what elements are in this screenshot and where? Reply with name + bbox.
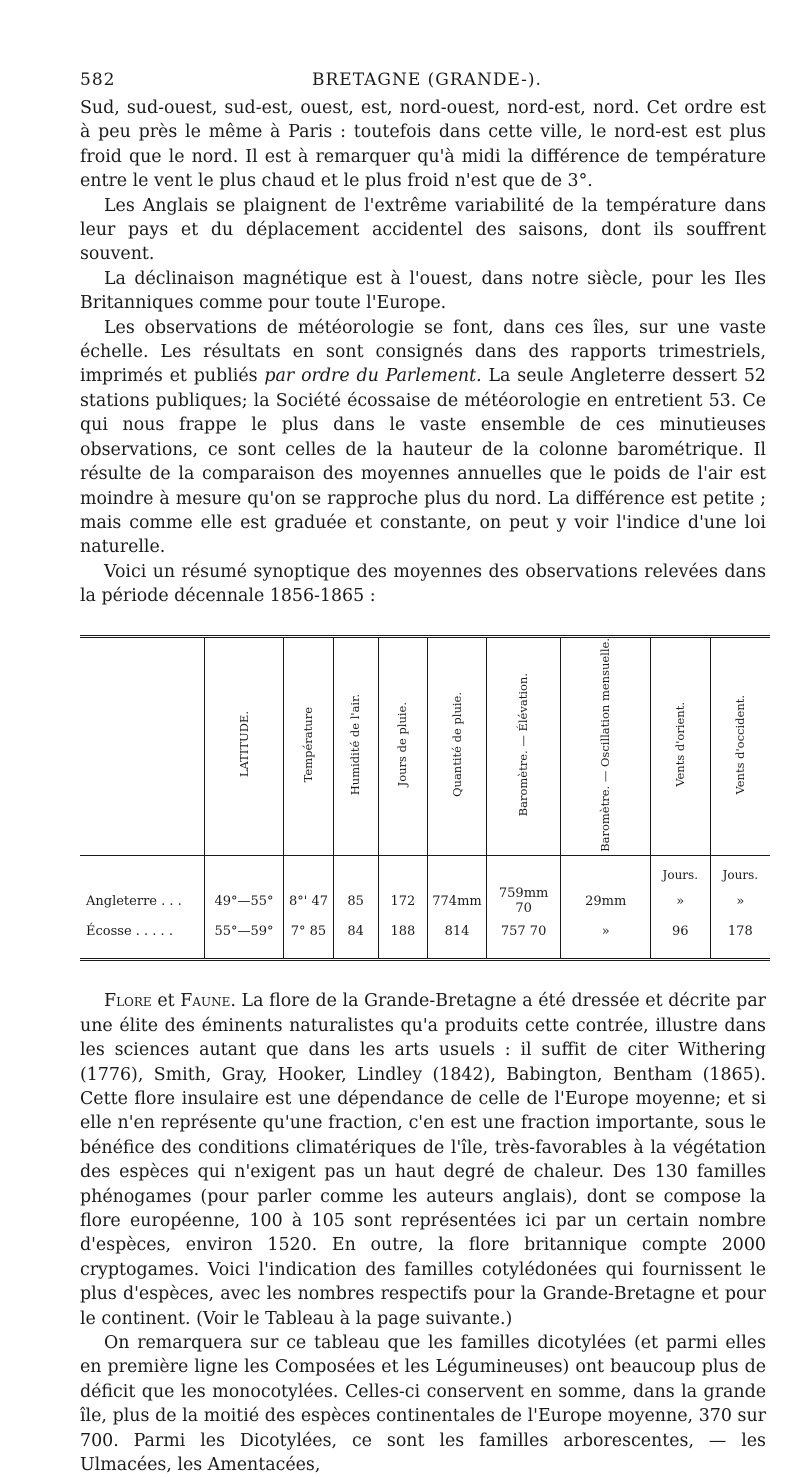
running-header (80, 70, 766, 96)
table-unit-cell: Jours. (650, 856, 710, 885)
italic-phrase: par ordre du Parlement. (264, 366, 482, 387)
table-row (80, 918, 770, 944)
table-cell: 49°—55° (204, 884, 283, 918)
table-cell: » (736, 893, 745, 909)
table-cell: 84 (333, 918, 378, 944)
paragraph: Sud, sud-ouest, sud-est, ouest, est, nord-ouest, nord-est, nord. Cet ordre est à peu près le même à Paris : toutefois dans cette ville, le nord-est est plus froid que le nord. Il est à remarquer qu'à midi la différence de température entre le vent le plus chaud et le plus froid n'est que de 3°. (80, 98, 766, 192)
table-units-row (80, 856, 770, 885)
paragraph-summary-intro: Voici un résumé synoptique des moyennes des observations relevées dans la période décennale 1856-1865 : (80, 561, 766, 607)
table-cell: 55°—59° (204, 918, 283, 944)
table-cell: 814 (428, 918, 486, 944)
table-cell: 85 (333, 884, 378, 918)
table-cell: Angleterre . . . (80, 884, 204, 918)
table-header: Quantité de pluie. (428, 638, 486, 856)
table-header-empty (80, 638, 204, 856)
table-cell: » (650, 884, 710, 918)
table-cell: 96 (650, 918, 710, 944)
paragraph: La déclinaison magnétique est à l'ouest, dans notre siècle, pour les Iles Britanniques comme pour toute l'Europe. (80, 268, 766, 314)
table-header: Humidité de l'air. (333, 638, 378, 856)
paragraph-flora: Flore et Faune. La flore de la Grande-Bretagne a été dressée et décrite par une élite des éminents naturalistes qu'a produits cette contrée, illustre dans les sciences autant que dans les arts usuels : il suffit de citer Withering (1776), Smith, Gray, Hooker, Lindley (1842), Babington, Bentham (1865). Cette flore insulaire est une dépendance de celle de l'Europe moyenne; et si elle n'en représente qu'une fraction, c'en est une fraction importante, sous le bénéfice des conditions climatériques de l'île, très-favorables à la végétation des espèces qui n'exigent pas un haut degré de chaleur. Des 130 familles phénogames (pour parler comme les auteurs anglais), dont se compose la flore européenne, 100 à 105 sont représentées ici par un certain nombre d'espèces, environ 1520. En outre, la flore britannique compte 2000 cryptogames. Voici l'indication des familles cotylédonées qui fournissent le plus d'espèces, avec les nombres respectifs pour la Grande-Bretagne et pour le continent. (Voir le Tableau à la page suivante.) (80, 991, 766, 1329)
weather-table (80, 635, 770, 962)
running-title: BRETAGNE (GRANDE-). (312, 70, 542, 90)
body-text-top (80, 96, 766, 609)
table-cell: 7° 85 (284, 918, 334, 944)
table-cell: 172 (378, 884, 428, 918)
table-cell: Écosse . . . . . (80, 918, 204, 944)
table-cell: » (561, 918, 650, 944)
table-cell: 188 (378, 918, 428, 944)
table-header: Baromètre. — Élévation. (486, 638, 561, 856)
paragraph-meteorology: Les observations de météorologie se font, dans ces îles, sur une vaste échelle. Les résultats en sont consignés dans des rapports trimestriels, imprimés et publiés par ordre du Parlement. La seule Angleterre dessert 52 stations publiques; la Société écossaise de météorologie en entretient 53. Ce qui nous frappe le plus dans le vaste ensemble de ces minutieuses observations, ce sont celles de la hauteur de la colonne barométrique. Il résulte de la comparaison des moyennes annuelles que le poids de l'air est moindre à mesure qu'on se rapproche plus du nord. La différence est petite ; mais comme elle est graduée et constante, on peut y voir l'indice d'une loi naturelle. (80, 317, 766, 558)
table-header-row (80, 638, 770, 856)
table-header: LATITUDE. (204, 638, 283, 856)
table-header: Baromètre. — Oscillation mensuelle. (561, 638, 650, 856)
table-cell: 178 (727, 923, 753, 939)
table-header: Jours de pluie. (378, 638, 428, 856)
body-text-bottom (80, 989, 766, 1477)
table-header: Vents d'occident. (710, 638, 770, 856)
table-cell: 757 70 (486, 918, 561, 944)
paragraph: Les Anglais se plaignent de l'extrême variabilité de la température dans leur pays et du déplacement accidentel des saisons, dont ils souffrent souvent. (80, 195, 766, 265)
table-cell: 759mm 70 (486, 884, 561, 918)
page-number: 582 (80, 70, 116, 90)
paragraph: On remarquera sur ce tableau que les familles dicotylées (et parmi elles en première ligne les Composées et les Légumineuses) ont beaucoup plus de déficit que les monocotylées. Celles-ci conservent en somme, dans la grande île, plus de la moitié des espèces continentales de l'Europe moyenne, 370 sur 700. Parmi les Dicotylées, ce sont les familles arborescentes, — les Ulmacées, les Amentacées, (80, 1333, 766, 1476)
table-unit-cell: Jours. (722, 868, 759, 883)
table-header: Température (284, 638, 334, 856)
table-cell: 774mm (428, 884, 486, 918)
table-cell: 29mm (561, 884, 650, 918)
page (80, 70, 766, 1477)
table-header: Vents d'orient. (650, 638, 710, 856)
table-cell: 8°' 47 (284, 884, 334, 918)
table-row (80, 884, 770, 918)
